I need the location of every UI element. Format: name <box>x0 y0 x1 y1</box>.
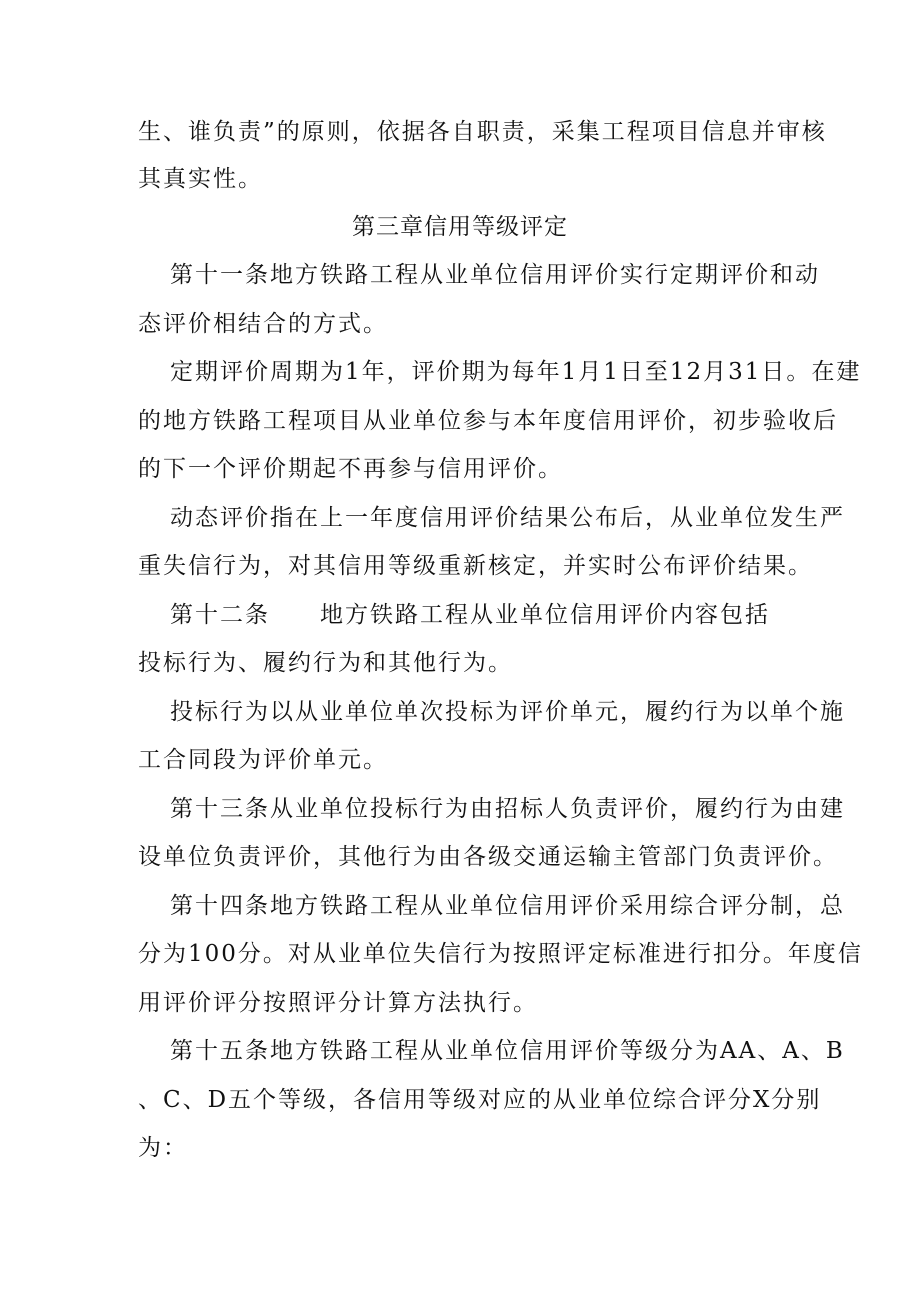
paragraph-line: 投标行为以从业单位单次投标为评价单元，履约行为以单个施 <box>170 699 845 725</box>
article-13-line: 第十三条从业单位投标行为由招标人负责评价，履约行为由建 <box>170 796 845 822</box>
article-15-line: 第十五条地方铁路工程从业单位信用评价等级分为AA、A、B <box>170 1038 845 1064</box>
paragraph-line: 定期评价周期为1年，评价期为每年1月1日至12月31日。在建 <box>170 359 862 385</box>
article-11-line: 第十一条地方铁路工程从业单位信用评价实行定期评价和动 <box>170 262 820 288</box>
article-14-line: 第十四条地方铁路工程从业单位信用评价采用综合评分制，总 <box>170 893 845 919</box>
paragraph-line: 为： <box>138 1135 188 1161</box>
paragraph-line: 设单位负责评价，其他行为由各级交通运输主管部门负责评价。 <box>138 844 838 870</box>
chapter-heading: 第三章信用等级评定 <box>352 214 568 240</box>
article-12-line: 第十二条 地方铁路工程从业单位信用评价内容包括 <box>170 602 770 628</box>
paragraph-line: 生、谁负责”的原则，依据各自职责，采集工程项目信息并审核 <box>138 119 827 145</box>
paragraph-line: 的下一个评价期起不再参与信用评价。 <box>138 456 563 482</box>
paragraph-line: 的地方铁路工程项目从业单位参与本年度信用评价，初步验收后 <box>138 408 838 434</box>
paragraph-line: 动态评价指在上一年度信用评价结果公布后，从业单位发生严 <box>170 505 845 531</box>
paragraph-line: 其真实性。 <box>138 166 263 192</box>
paragraph-line: 态评价相结合的方式。 <box>138 311 388 337</box>
paragraph-line: 、C、D五个等级，各信用等级对应的从业单位综合评分X分别 <box>138 1087 822 1113</box>
paragraph-line: 用评价评分按照评分计算方法执行。 <box>138 990 538 1016</box>
paragraph-line: 工合同段为评价单元。 <box>138 747 388 773</box>
paragraph-line: 重失信行为，对其信用等级重新核定，并实时公布评价结果。 <box>138 553 813 579</box>
paragraph-line: 分为100分。对从业单位失信行为按照评定标准进行扣分。年度信 <box>138 941 863 967</box>
paragraph-line: 投标行为、履约行为和其他行为。 <box>138 650 513 676</box>
